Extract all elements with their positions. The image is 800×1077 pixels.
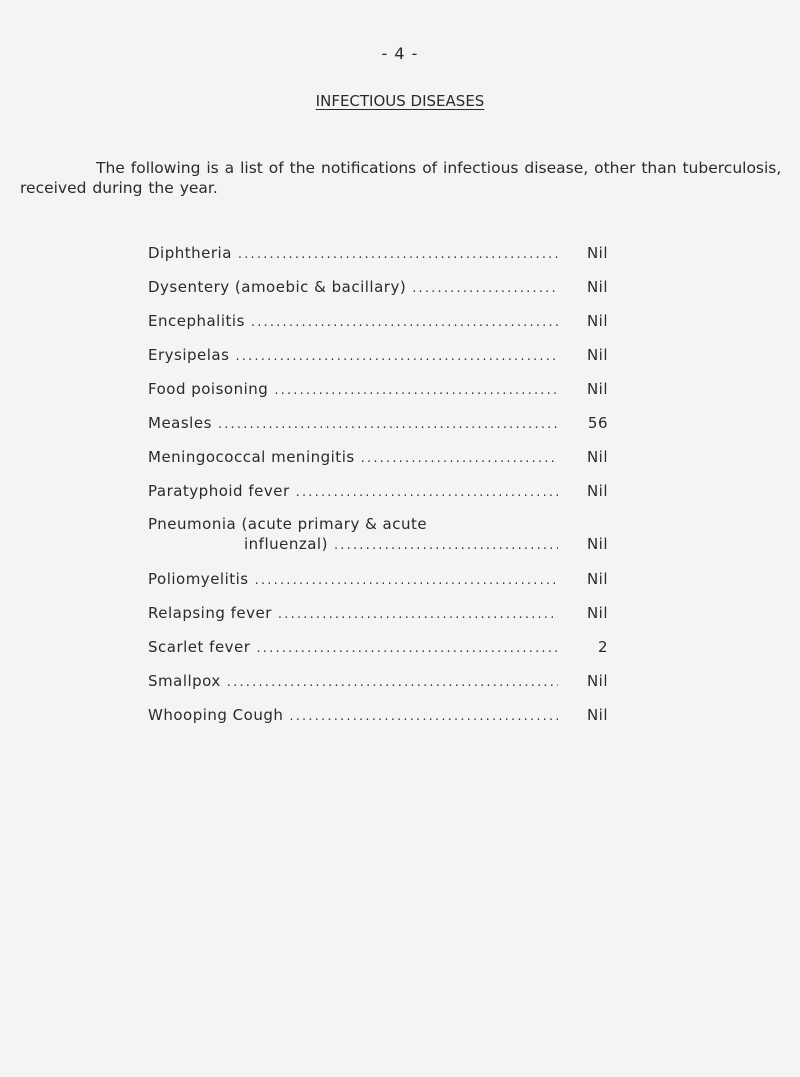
notification-count: Nil bbox=[586, 535, 608, 553]
disease-row bbox=[148, 372, 608, 406]
dot-leader bbox=[238, 238, 558, 272]
dot-leader bbox=[256, 632, 558, 666]
disease-row bbox=[148, 474, 608, 508]
disease-name: Poliomyelitis bbox=[148, 570, 249, 588]
disease-row bbox=[148, 338, 608, 372]
disease-name: Pneumonia (acute primary & acute bbox=[148, 515, 428, 533]
section-heading bbox=[0, 92, 800, 110]
disease-name: Measles bbox=[148, 414, 212, 432]
dot-leader bbox=[296, 476, 558, 510]
page-number: - 4 - bbox=[381, 44, 419, 63]
disease-name: Smallpox bbox=[148, 672, 221, 690]
disease-name: Erysipelas bbox=[148, 346, 230, 364]
disease-name: Paratyphoid fever bbox=[148, 482, 290, 500]
disease-name: Relapsing fever bbox=[148, 604, 272, 622]
notification-count: Nil bbox=[586, 244, 608, 262]
disease-row bbox=[148, 406, 608, 440]
notification-count: Nil bbox=[586, 706, 608, 724]
disease-row bbox=[148, 698, 608, 732]
disease-row bbox=[148, 236, 608, 270]
notification-count: Nil bbox=[586, 482, 608, 500]
disease-name: Food poisoning bbox=[148, 380, 269, 398]
disease-row bbox=[148, 440, 608, 474]
dot-leader bbox=[361, 442, 558, 476]
disease-name: Meningococcal meningitis bbox=[148, 448, 355, 466]
dot-leader bbox=[412, 272, 558, 306]
notification-count: Nil bbox=[586, 380, 608, 398]
disease-name: Scarlet fever bbox=[148, 638, 251, 656]
notification-count: 2 bbox=[597, 638, 608, 656]
notification-count: Nil bbox=[586, 672, 608, 690]
notification-count: 56 bbox=[587, 414, 608, 432]
disease-row bbox=[148, 596, 608, 630]
disease-row bbox=[148, 304, 608, 338]
dot-leader bbox=[274, 374, 558, 408]
notification-count: Nil bbox=[586, 312, 608, 330]
section-heading-text: INFECTIOUS DISEASES bbox=[315, 92, 485, 110]
notification-count: Nil bbox=[586, 346, 608, 364]
disease-row bbox=[148, 270, 608, 304]
notification-count: Nil bbox=[586, 570, 608, 588]
notification-count: Nil bbox=[586, 448, 608, 466]
intro-paragraph: The following is a list of the notifications of infectious disease, other than tuberculosis, received during the year. bbox=[20, 158, 782, 197]
disease-list bbox=[148, 236, 608, 732]
disease-row bbox=[148, 630, 608, 664]
notification-count: Nil bbox=[586, 604, 608, 622]
disease-row bbox=[148, 508, 608, 562]
dot-leader bbox=[255, 564, 558, 598]
notification-count: Nil bbox=[586, 278, 608, 296]
disease-name: Dysentery (amoebic & bacillary) bbox=[148, 278, 407, 296]
disease-name-continued: influenzal) bbox=[244, 535, 328, 553]
disease-name: Diphtheria bbox=[148, 244, 232, 262]
dot-leader bbox=[251, 306, 558, 340]
dot-leader bbox=[278, 598, 558, 632]
disease-row bbox=[148, 664, 608, 698]
dot-leader bbox=[289, 700, 558, 734]
disease-name: Whooping Cough bbox=[148, 706, 284, 724]
disease-name: Encephalitis bbox=[148, 312, 245, 330]
dot-leader bbox=[235, 340, 558, 374]
dot-leader bbox=[227, 666, 558, 700]
dot-leader bbox=[334, 536, 558, 556]
dot-leader bbox=[218, 408, 558, 442]
disease-row bbox=[148, 562, 608, 596]
